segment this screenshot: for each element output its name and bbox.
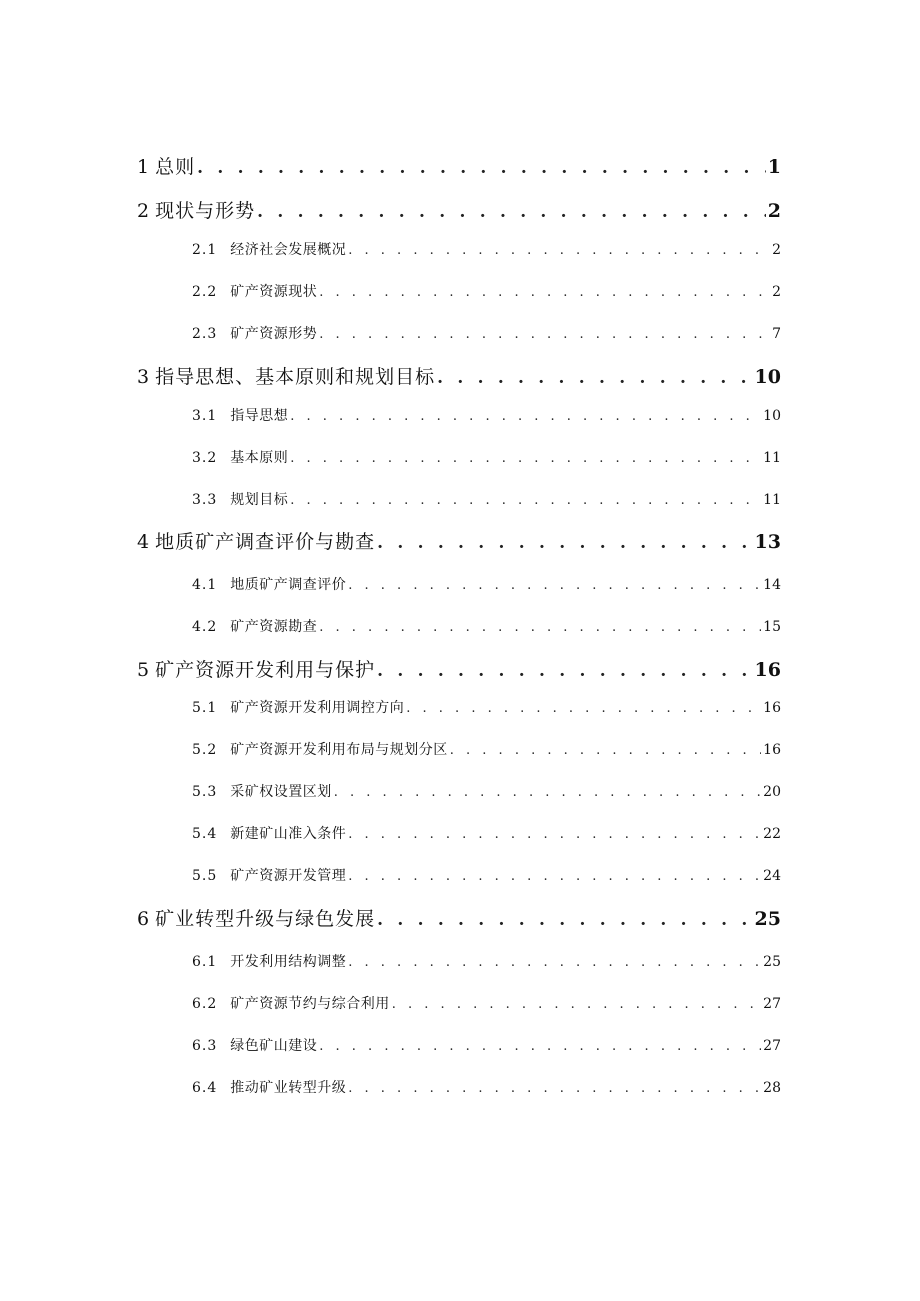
dot-leader xyxy=(377,910,752,930)
toc-entry-page: 2 xyxy=(772,284,781,300)
toc-entry-number: 6.2 xyxy=(192,996,218,1012)
toc-entry-page: 25 xyxy=(754,908,781,930)
toc-entry-number: 3.1 xyxy=(192,408,218,424)
dot-leader xyxy=(348,827,761,842)
dot-leader xyxy=(319,285,770,300)
dot-leader xyxy=(348,869,761,884)
toc-entry-number: 6.4 xyxy=(192,1080,218,1096)
dot-leader xyxy=(257,202,766,222)
dot-leader xyxy=(197,158,766,178)
toc-entry-number: 6.1 xyxy=(192,954,218,970)
toc-entry-title: 基本原则 xyxy=(230,450,289,466)
toc-entry-page: 7 xyxy=(772,326,781,342)
dot-leader xyxy=(392,997,761,1012)
toc-entry-title: 新建矿山准入条件 xyxy=(230,826,347,842)
toc-entry-title: 矿业转型升级与绿色发展 xyxy=(155,908,376,930)
toc-entry-number: 2.2 xyxy=(192,284,218,300)
toc-entry-page: 15 xyxy=(763,619,781,635)
toc-entry-page: 1 xyxy=(767,156,781,178)
toc-entry-4-2[interactable] xyxy=(192,616,781,638)
dot-leader xyxy=(348,955,761,970)
toc-entry-6[interactable] xyxy=(137,904,781,930)
toc-entry-page: 27 xyxy=(763,996,781,1012)
toc-entry-title: 开发利用结构调整 xyxy=(230,954,347,970)
dot-leader xyxy=(319,327,770,342)
toc-entry-page: 2 xyxy=(772,242,781,258)
dot-leader xyxy=(437,368,752,388)
toc-entry-page: 20 xyxy=(763,784,781,800)
dot-leader xyxy=(290,451,761,466)
dot-leader xyxy=(348,578,761,593)
toc-entry-2-3[interactable] xyxy=(192,323,781,345)
toc-entry-5-3[interactable] xyxy=(192,781,781,803)
toc-entry-3-3[interactable] xyxy=(192,489,781,511)
toc-entry-title: 矿产资源开发利用与保护 xyxy=(155,659,376,681)
dot-leader xyxy=(377,533,752,553)
toc-entry-5-1[interactable] xyxy=(192,697,781,719)
toc-entry-3-1[interactable] xyxy=(192,405,781,427)
toc-entry-number: 5.4 xyxy=(192,826,218,842)
dot-leader xyxy=(290,409,761,424)
toc-entry-title: 矿产资源开发管理 xyxy=(230,868,347,884)
toc-entry-page: 10 xyxy=(763,408,781,424)
toc-entry-6-1[interactable] xyxy=(192,951,781,973)
toc-entry-number: 5.3 xyxy=(192,784,218,800)
dot-leader xyxy=(377,661,752,681)
toc-entry-title: 地质矿产调查评价 xyxy=(230,577,347,593)
dot-leader xyxy=(290,493,761,508)
toc-entry-number: 3 xyxy=(137,366,150,388)
toc-entry-2[interactable] xyxy=(137,196,781,222)
toc-entry-page: 22 xyxy=(763,826,781,842)
toc-entry-page: 16 xyxy=(754,659,781,681)
toc-entry-title: 指导思想、基本原则和规划目标 xyxy=(155,366,436,388)
toc-entry-title: 地质矿产调查评价与勘查 xyxy=(155,531,376,553)
toc-entry-page: 10 xyxy=(754,366,781,388)
toc-entry-number: 2.3 xyxy=(192,326,218,342)
toc-entry-number: 2.1 xyxy=(192,242,218,258)
toc-entry-number: 5.1 xyxy=(192,700,218,716)
toc-entry-5-5[interactable] xyxy=(192,865,781,887)
toc-entry-title: 矿产资源开发利用调控方向 xyxy=(230,700,405,716)
toc-entry-number: 6 xyxy=(137,908,150,930)
toc-entry-number: 4 xyxy=(137,531,150,553)
toc-entry-2-1[interactable] xyxy=(192,239,781,261)
toc-entry-page: 16 xyxy=(763,700,781,716)
toc-entry-1[interactable] xyxy=(137,152,781,178)
toc-entry-title: 指导思想 xyxy=(230,408,289,424)
toc-entry-number: 5 xyxy=(137,659,150,681)
toc-entry-6-4[interactable] xyxy=(192,1077,781,1099)
toc-entry-number: 3.3 xyxy=(192,492,218,508)
toc-entry-page: 11 xyxy=(763,492,781,508)
toc-entry-page: 28 xyxy=(763,1080,781,1096)
toc-entry-title: 总则 xyxy=(155,156,196,178)
dot-leader xyxy=(348,243,770,258)
toc-entry-3[interactable] xyxy=(137,362,781,388)
toc-entry-title: 矿产资源形势 xyxy=(230,326,318,342)
dot-leader xyxy=(334,785,761,800)
toc-entry-title: 绿色矿山建设 xyxy=(230,1038,318,1054)
toc-entry-number: 6.3 xyxy=(192,1038,218,1054)
toc-entry-page: 14 xyxy=(763,577,781,593)
toc-entry-page: 27 xyxy=(763,1038,781,1054)
toc-entry-5-4[interactable] xyxy=(192,823,781,845)
toc-entry-title: 采矿权设置区划 xyxy=(230,784,332,800)
toc-entry-number: 4.1 xyxy=(192,577,218,593)
toc-entry-title: 矿产资源节约与综合利用 xyxy=(230,996,390,1012)
toc-entry-page: 16 xyxy=(763,742,781,758)
toc-entry-6-2[interactable] xyxy=(192,993,781,1015)
toc-entry-page: 13 xyxy=(754,531,781,553)
toc-entry-title: 经济社会发展概况 xyxy=(230,242,347,258)
toc-entry-number: 5.2 xyxy=(192,742,218,758)
toc-entry-page: 2 xyxy=(767,200,781,222)
toc-entry-title: 推动矿业转型升级 xyxy=(230,1080,347,1096)
toc-entry-number: 3.2 xyxy=(192,450,218,466)
dot-leader xyxy=(319,620,761,635)
toc-entry-3-2[interactable] xyxy=(192,447,781,469)
toc-entry-4[interactable] xyxy=(137,527,781,553)
toc-entry-5-2[interactable] xyxy=(192,739,781,761)
toc-entry-page: 24 xyxy=(763,868,781,884)
dot-leader xyxy=(450,743,761,758)
toc-entry-number: 1 xyxy=(137,156,150,178)
dot-leader xyxy=(319,1039,761,1054)
toc-entry-page: 11 xyxy=(763,450,781,466)
toc-entry-title: 矿产资源现状 xyxy=(230,284,318,300)
toc-entry-4-1[interactable] xyxy=(192,574,781,596)
toc-entry-number: 4.2 xyxy=(192,619,218,635)
toc-entry-6-3[interactable] xyxy=(192,1035,781,1057)
dot-leader xyxy=(348,1081,761,1096)
toc-entry-title: 现状与形势 xyxy=(155,200,256,222)
toc-entry-title: 规划目标 xyxy=(230,492,289,508)
toc-entry-number: 2 xyxy=(137,200,150,222)
dot-leader xyxy=(406,701,761,716)
toc-entry-title: 矿产资源开发利用布局与规划分区 xyxy=(230,742,448,758)
toc-entry-number: 5.5 xyxy=(192,868,218,884)
toc-entry-5[interactable] xyxy=(137,655,781,681)
toc-entry-title: 矿产资源勘查 xyxy=(230,619,318,635)
toc-entry-2-2[interactable] xyxy=(192,281,781,303)
toc-entry-page: 25 xyxy=(763,954,781,970)
